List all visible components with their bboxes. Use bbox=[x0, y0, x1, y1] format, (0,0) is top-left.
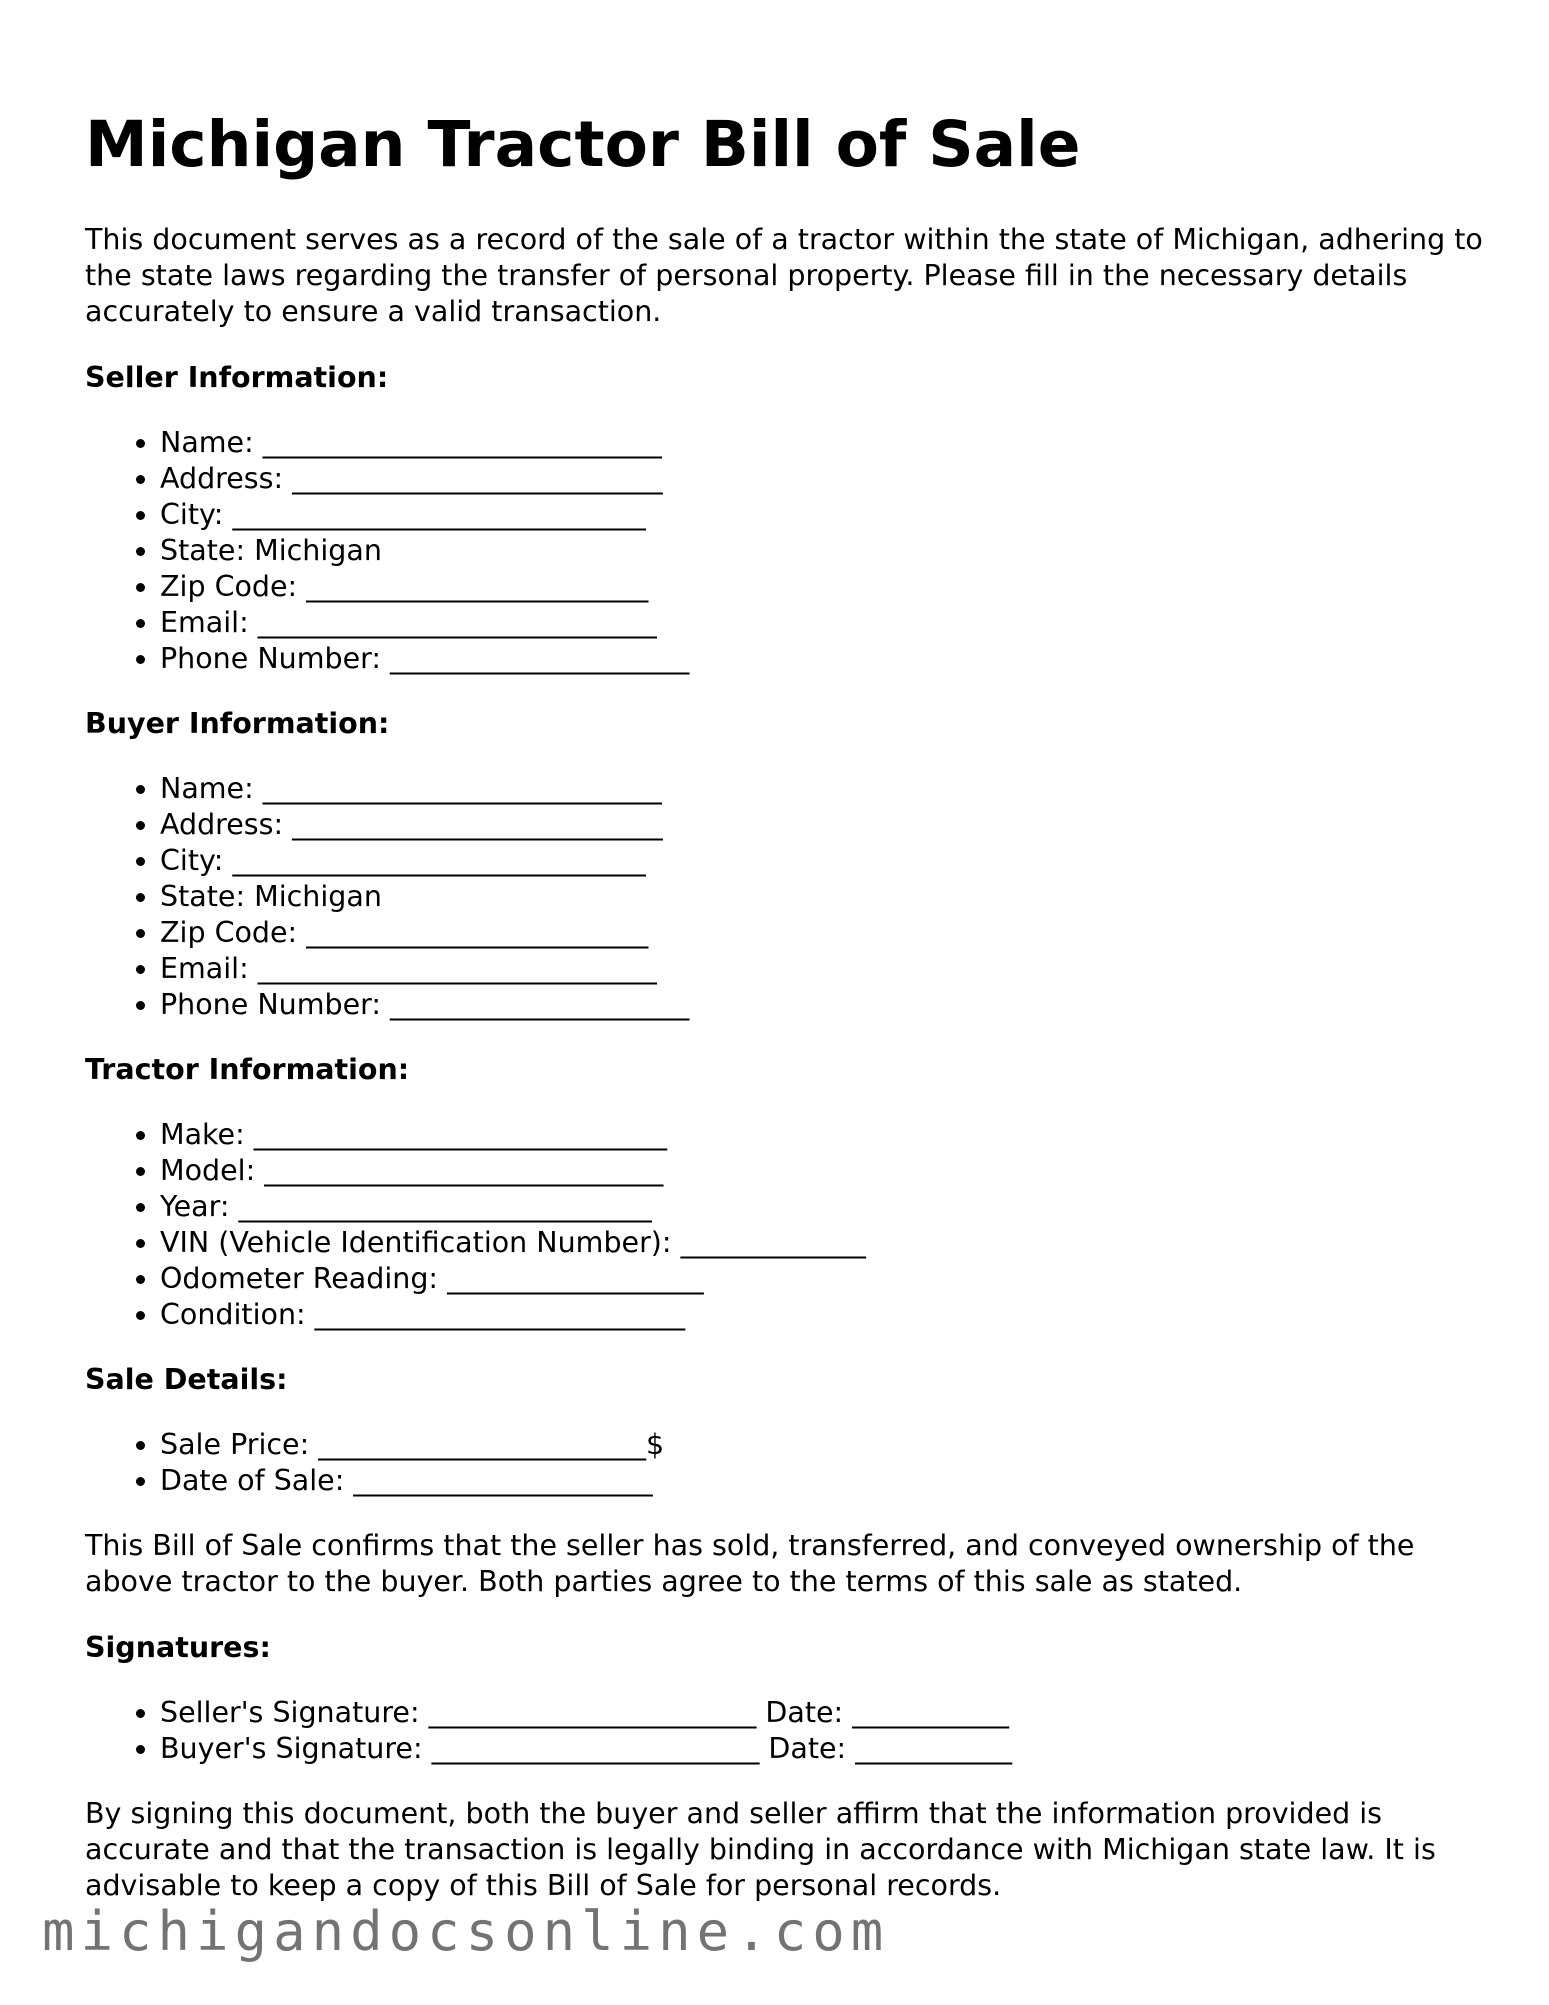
tractor-model-field: • Model: ____________________________ bbox=[160, 1153, 1485, 1189]
signatures-list bbox=[85, 1695, 1485, 1767]
seller-zip-field: • Zip Code: ________________________ bbox=[160, 569, 1485, 605]
seller-city-field: • City: _____________________________ bbox=[160, 497, 1485, 533]
tractor-year-field: • Year: _____________________________ bbox=[160, 1189, 1485, 1225]
tractor-vin-field: • VIN (Vehicle Identification Number): _____________ bbox=[160, 1225, 1485, 1261]
buyer-email-field: • Email: ____________________________ bbox=[160, 951, 1485, 987]
sale-date-field: • Date of Sale: _____________________ bbox=[160, 1463, 1485, 1499]
buyer-zip-field: • Zip Code: ________________________ bbox=[160, 915, 1485, 951]
document-body bbox=[85, 222, 1485, 1934]
intro-paragraph: This document serves as a record of the sale of a tractor within the state of Michigan, adhering to the state laws regarding the transfer of personal property. Please fill in the necessary details accurately to ensure a valid transaction. bbox=[85, 223, 1483, 328]
tractor-fields-list bbox=[85, 1117, 1485, 1333]
seller-address-field: • Address: __________________________ bbox=[160, 461, 1485, 497]
seller-phone-field: • Phone Number: _____________________ bbox=[160, 641, 1485, 677]
seller-fields-list bbox=[85, 425, 1485, 677]
signatures-section-heading: Signatures: bbox=[85, 1631, 271, 1664]
confirmation-paragraph: This Bill of Sale confirms that the seller has sold, transferred, and conveyed ownership of the above tractor to the buyer. Both parties agree to the terms of this sale as stated. bbox=[85, 1529, 1415, 1598]
seller-name-field: • Name: ____________________________ bbox=[160, 425, 1485, 461]
buyer-phone-field: • Phone Number: _____________________ bbox=[160, 987, 1485, 1023]
buyer-fields-list bbox=[85, 771, 1485, 1023]
site-watermark: michigandocsonline.com bbox=[42, 1900, 890, 1963]
sale-section-heading: Sale Details: bbox=[85, 1363, 288, 1396]
seller-state-field: • State: Michigan bbox=[160, 533, 1485, 569]
buyer-city-field: • City: _____________________________ bbox=[160, 843, 1485, 879]
tractor-odometer-field: • Odometer Reading: __________________ bbox=[160, 1261, 1485, 1297]
seller-section-heading: Seller Information: bbox=[85, 361, 389, 394]
document-title: Michigan Tractor Bill of Sale bbox=[85, 108, 1081, 181]
closing-paragraph: By signing this document, both the buyer and seller affirm that the information provided is accurate and that the transaction is legally binding in accordance with Michigan state law. It is advisable to keep a copy of this Bill of Sale for personal records. bbox=[85, 1797, 1436, 1902]
buyer-name-field: • Name: ____________________________ bbox=[160, 771, 1485, 807]
sale-fields-list bbox=[85, 1427, 1485, 1499]
buyer-signature-line: • Buyer's Signature: _______________________ Date: ___________ bbox=[160, 1731, 1485, 1767]
tractor-condition-field: • Condition: __________________________ bbox=[160, 1297, 1485, 1333]
seller-signature-line: • Seller's Signature: _______________________ Date: ___________ bbox=[160, 1695, 1485, 1731]
buyer-address-field: • Address: __________________________ bbox=[160, 807, 1485, 843]
tractor-section-heading: Tractor Information: bbox=[85, 1053, 410, 1086]
buyer-state-field: • State: Michigan bbox=[160, 879, 1485, 915]
sale-price-field: • Sale Price: _______________________$ bbox=[160, 1427, 1485, 1463]
buyer-section-heading: Buyer Information: bbox=[85, 707, 390, 740]
tractor-make-field: • Make: _____________________________ bbox=[160, 1117, 1485, 1153]
seller-email-field: • Email: ____________________________ bbox=[160, 605, 1485, 641]
